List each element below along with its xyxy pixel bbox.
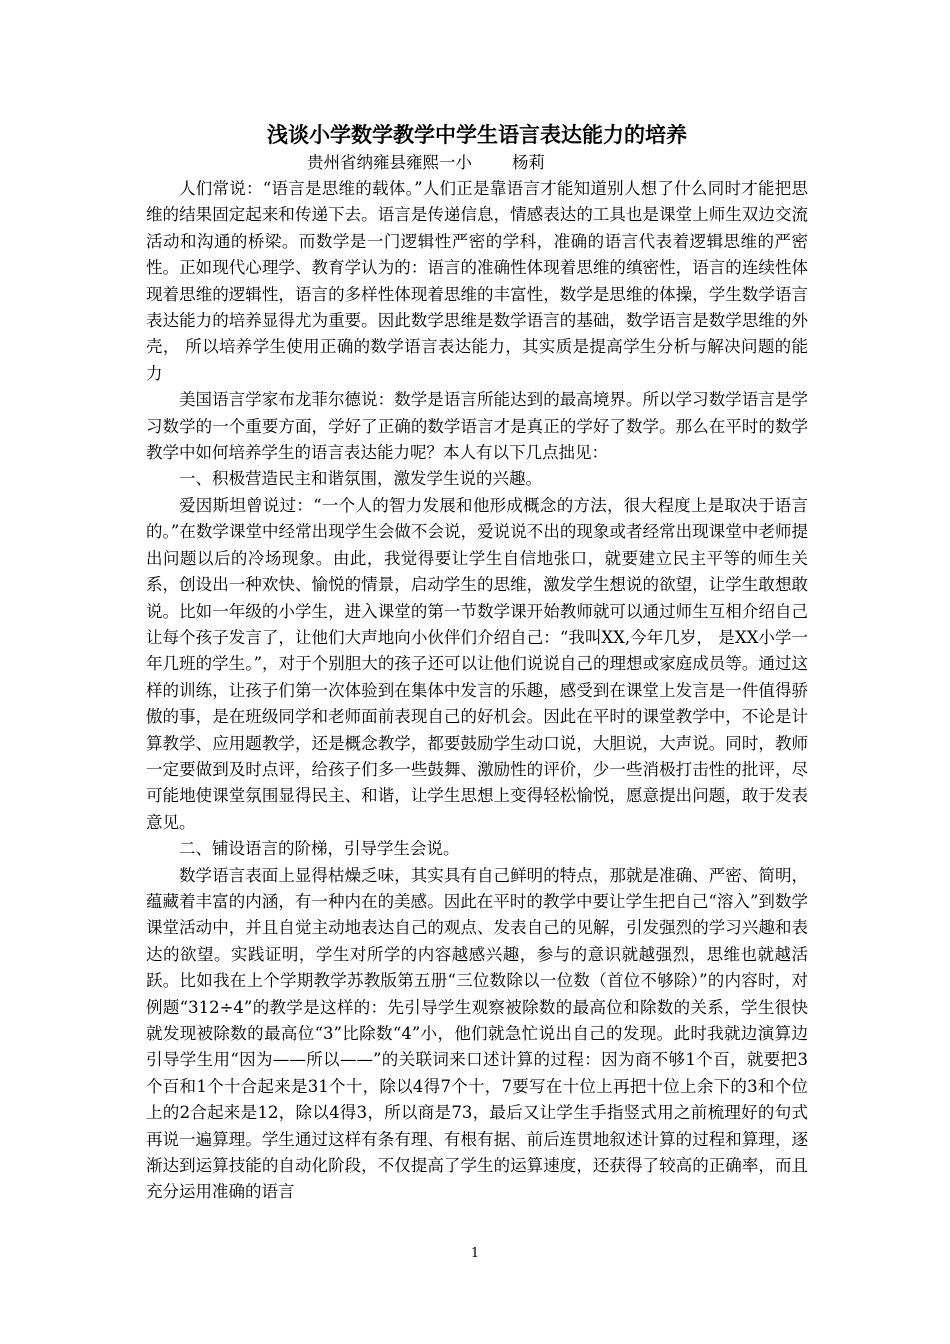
author-name: 杨莉 — [512, 153, 545, 172]
article-title: 浅谈小学数学教学中学生语言表达能力的培养 — [267, 122, 687, 147]
section-heading-1: 一、积极营造民主和谐氛围，激发学生说的兴趣。 — [179, 469, 542, 489]
page-number: 1 — [470, 1246, 480, 1261]
paragraph-bloomfield: 美国语言学家布龙菲尔德说：数学是语言所能达到的最高境界。所以学习数学语言是学习数学的一个重要方面，学好了正确的数学语言才是真正的学好了数学。那么在平时的数学教学中如何培养学生的语言表达能力呢？本人有以下几点拙见： — [146, 390, 808, 463]
document-body — [146, 120, 808, 1206]
paragraph-intro: 人们常说：“语言是思维的载体。”人们正是靠语言才能知道别人想了什么同时才能把思维的结果固定起来和传递下去。语言是传递信息，情感表达的工具也是课堂上师生双边交流活动和沟通的桥梁。而数学是一门逻辑性严密的学科，准确的语言代表着逻辑思维的严密性。正如现代心理学、教育学认为的：语言的准确性体现着思维的缜密性，语言的连续性体现着思维的逻辑性，语言的多样性体现着思维的丰富性，数学是思维的体操，学生数学语言表达能力的培养显得尤为重要。因此数学思维是数学语言的基础，数学语言是数学思维的外壳， 所以培养学生使用正确的数学语言表达能力，其实质是提高学生分析与解决问题的能力 — [146, 179, 808, 383]
author-affiliation: 贵州省纳雍县雍熙一小 — [307, 153, 472, 172]
paragraph-section-1: 爱因斯坦曾说过：“一个人的智力发展和他形成概念的方法，很大程度上是取决于语言的。”在数学课堂中经常出现学生会做不会说，爱说说不出的现象或者经常出现课堂中老师提出问题以后的冷场现象。由此，我觉得要让学生自信地张口，就要建立民主平等的师生关系，创设出一种欢快、愉悦的情景，启动学生的思维，激发学生想说的欲望，让学生敢想敢说。比如一年级的小学生，进入课堂的第一节数学课开始教师就可以通过师生互相介绍自己让每个孩子发言了，让他们大声地向小伙伴们介绍自己：“我叫XX,今年几岁， 是XX小学一年几班的学生。”，对于个别胆大的孩子还可以让他们说说自己的理想或家庭成员等。通过这样的训练，让孩子们第一次体验到在集体中发言的乐趣，感受到在课堂上发言是一件值得骄傲的事，是在班级同学和老师面前表现自己的好机会。因此在平时的课堂教学中，不论是计算教学、应用题教学，还是概念教学，都要鼓励学生动口说，大胆说，大声说。同时，教师一定要做到及时点评，给孩子们多一些鼓舞、激励性的评价，少一些消极打击性的批评，尽可能地使课堂氛围显得民主、和谐，让学生思想上变得轻松愉悦，愿意提出问题，敢于发表意见。 — [146, 495, 808, 832]
byline — [146, 150, 808, 176]
section-heading-2: 二、铺设语言的阶梯，引导学生会说。 — [179, 839, 460, 859]
paragraph-section-2: 数学语言表面上显得枯燥乏味，其实具有自己鲜明的特点，那就是准确、严密、简明，蕴藏着丰富的内涵，有一种内在的美感。因此在平时的教学中要让学生把自己“溶入”到数学课堂活动中，并且自觉主动地表达自己的观点、发表自己的见解，引发强烈的学习兴趣和表达的欲望。实践证明，学生对所学的内容越感兴趣，参与的意识就越强烈，思维也就越活跃。比如我在上个学期教学苏教版第五册“三位数除以一位数（首位不够除）”的内容时，对例题“312÷4”的教学是这样的：先引导学生观察被除数的最高位和除数的关系，学生很快就发现被除数的最高位“3”比除数“4”小，他们就急忙说出自己的发现。此时我就边演算边引导学生用“因为——所以——”的关联词来口述计算的过程：因为商不够1个百，就要把3个百和1个十合起来是31个十，除以4得7个十，7要写在十位上再把十位上余下的3和个位上的2合起来是12，除以4得3，所以商是73，最后又让学生手指竖式用之前梳理好的句式再说一遍算理。学生通过这样有条有理、有根有据、前后连贯地叙述计算的过程和算理，逐渐达到运算技能的自动化阶段，不仅提高了学生的运算速度，还获得了较高的正确率，而且充分运用准确的语言 — [146, 865, 808, 1202]
